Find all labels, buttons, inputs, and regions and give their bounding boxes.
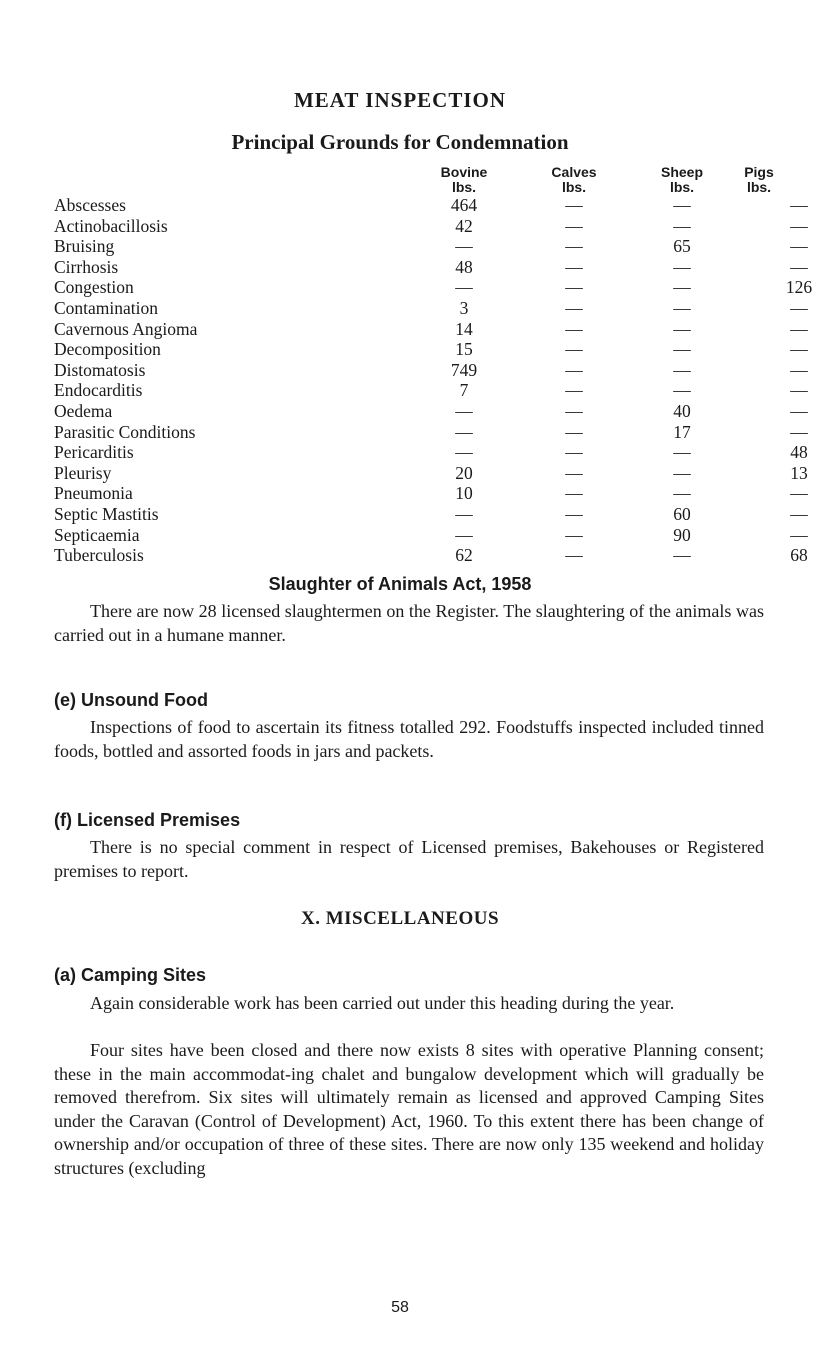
column-unit: lbs. xyxy=(451,179,477,195)
page-number: 58 xyxy=(391,1299,409,1316)
table-row xyxy=(54,380,808,401)
cell-bovine: — xyxy=(455,421,473,442)
cell-calves: — xyxy=(565,524,583,545)
camping-sites-heading: (a) Camping Sites xyxy=(54,965,207,985)
row-label: Congestion xyxy=(54,277,134,298)
cell-pigs: — xyxy=(790,400,808,421)
column-header-calves xyxy=(534,165,614,195)
cell-sheep: 65 xyxy=(673,236,691,257)
cell-pigs: — xyxy=(790,318,808,339)
cell-pigs: — xyxy=(790,483,808,504)
table-row xyxy=(54,318,808,340)
row-label: Oedema xyxy=(54,400,113,421)
cell-calves: — xyxy=(565,195,583,215)
column-unit: lbs. xyxy=(561,179,587,195)
row-label: Endocarditis xyxy=(54,380,143,401)
column-header-sheep xyxy=(642,165,722,195)
cell-pigs: 126 xyxy=(785,277,813,298)
table-row xyxy=(54,421,808,443)
cell-calves: — xyxy=(565,339,583,360)
cell-calves: — xyxy=(565,380,583,401)
row-label: Decomposition xyxy=(54,339,161,360)
row-label: Pneumonia xyxy=(54,483,133,504)
table-row xyxy=(54,483,808,504)
cell-calves: — xyxy=(565,297,583,318)
cell-bovine: — xyxy=(455,236,473,257)
cell-pigs: 13 xyxy=(790,462,808,483)
cell-calves: — xyxy=(565,545,583,566)
slaughter-heading: Slaughter of Animals Act, 1958 xyxy=(268,574,532,594)
row-label: Tuberculosis xyxy=(54,545,144,566)
cell-sheep: — xyxy=(673,339,691,360)
cell-sheep: — xyxy=(673,442,691,463)
row-label: Actinobacillosis xyxy=(54,215,168,236)
row-label: Contamination xyxy=(54,297,159,318)
cell-pigs: — xyxy=(790,256,808,277)
cell-bovine: — xyxy=(455,442,473,463)
camping-para-1: Again considerable work has been carried out under this heading during the year. xyxy=(90,993,675,1013)
cell-bovine: 15 xyxy=(455,339,473,360)
unsound-food-text: Inspections of food to ascertain its fitness totalled 292. Foodstuffs inspected included tinned foods, bottled and assorted foods in jars and packets. xyxy=(54,717,764,761)
cell-bovine: 48 xyxy=(455,256,473,277)
row-label: Septicaemia xyxy=(54,524,140,545)
cell-bovine: 14 xyxy=(455,318,473,339)
cell-pigs: — xyxy=(790,503,808,524)
cell-calves: — xyxy=(565,236,583,257)
licensed-premises-heading: (f) Licensed Premises xyxy=(54,810,241,830)
table-row xyxy=(54,256,808,278)
cell-bovine: 10 xyxy=(455,483,473,504)
column-header-pigs xyxy=(729,165,789,195)
cell-sheep: — xyxy=(673,277,691,298)
cell-sheep: 17 xyxy=(673,421,691,442)
cell-bovine: 7 xyxy=(459,380,469,401)
column-unit: lbs. xyxy=(746,179,772,195)
condemnation-table xyxy=(54,195,813,566)
cell-bovine: 20 xyxy=(455,462,473,483)
row-label: Septic Mastitis xyxy=(54,503,159,524)
cell-calves: — xyxy=(565,462,583,483)
table-row xyxy=(54,195,808,216)
cell-calves: — xyxy=(565,442,583,463)
cell-pigs: 68 xyxy=(790,545,808,566)
table-row xyxy=(54,236,808,257)
column-header-bovine xyxy=(424,165,504,195)
row-label: Pericarditis xyxy=(54,442,134,463)
row-label: Distomatosis xyxy=(54,359,146,380)
cell-sheep: 60 xyxy=(673,503,691,524)
cell-bovine: 42 xyxy=(455,215,473,236)
cell-sheep: — xyxy=(673,359,691,380)
table-row xyxy=(54,442,808,463)
column-unit: lbs. xyxy=(669,179,695,195)
miscellaneous-heading: X. MISCELLANEOUS xyxy=(300,908,500,929)
column-name: Sheep xyxy=(660,164,703,180)
cell-bovine: 62 xyxy=(455,545,473,566)
row-label: Parasitic Conditions xyxy=(54,421,196,442)
cell-pigs: — xyxy=(790,359,808,380)
cell-pigs: — xyxy=(790,380,808,401)
table-row xyxy=(54,359,808,381)
row-label: Cavernous Angioma xyxy=(54,318,198,339)
cell-calves: — xyxy=(565,359,583,380)
table-row xyxy=(54,503,808,525)
cell-sheep: — xyxy=(673,256,691,277)
cell-sheep: 90 xyxy=(673,524,691,545)
page-title: MEAT INSPECTION xyxy=(293,88,506,112)
table-title: Principal Grounds for Condemnation xyxy=(231,130,569,154)
cell-sheep: — xyxy=(673,318,691,339)
cell-sheep: — xyxy=(673,462,691,483)
cell-sheep: — xyxy=(673,297,691,318)
cell-calves: — xyxy=(565,483,583,504)
cell-sheep: 40 xyxy=(673,400,691,421)
cell-sheep: — xyxy=(673,545,691,566)
cell-bovine: 749 xyxy=(450,359,478,380)
row-label: Abscesses xyxy=(54,195,126,215)
cell-sheep: — xyxy=(673,195,691,215)
cell-pigs: — xyxy=(790,524,808,545)
table-row xyxy=(54,545,808,566)
cell-pigs: — xyxy=(790,339,808,360)
table-row xyxy=(54,297,808,319)
cell-pigs: — xyxy=(790,297,808,318)
cell-bovine: — xyxy=(455,503,473,524)
column-name: Pigs xyxy=(744,164,774,180)
column-name: Calves xyxy=(551,164,597,180)
cell-calves: — xyxy=(565,277,583,298)
table-row xyxy=(54,277,813,298)
cell-calves: — xyxy=(565,503,583,524)
cell-bovine: 3 xyxy=(459,297,469,318)
table-row xyxy=(54,524,808,546)
table-row xyxy=(54,339,808,360)
cell-calves: — xyxy=(565,421,583,442)
cell-bovine: — xyxy=(455,524,473,545)
table-row xyxy=(54,400,808,422)
cell-bovine: — xyxy=(455,277,473,298)
row-label: Bruising xyxy=(54,236,115,257)
unsound-food-heading: (e) Unsound Food xyxy=(54,690,208,710)
cell-calves: — xyxy=(565,215,583,236)
cell-calves: — xyxy=(565,318,583,339)
cell-pigs: — xyxy=(790,195,808,215)
cell-calves: — xyxy=(565,400,583,421)
column-name: Bovine xyxy=(440,164,488,180)
cell-sheep: — xyxy=(673,380,691,401)
cell-pigs: — xyxy=(790,215,808,236)
row-label: Cirrhosis xyxy=(54,256,119,277)
cell-sheep: — xyxy=(673,483,691,504)
slaughter-text: There are now 28 licensed slaughtermen on the Register. The slaughtering of the animals was carried out in a humane manner. xyxy=(54,601,764,645)
cell-pigs: — xyxy=(790,421,808,442)
cell-calves: — xyxy=(565,256,583,277)
licensed-premises-text: There is no special comment in respect of Licensed premises, Bakehouses or Registered premises to report. xyxy=(54,837,764,881)
cell-bovine: 464 xyxy=(450,195,478,215)
camping-para-2: Four sites have been closed and there now exists 8 sites with operative Planning consent; these in the main accommodat-ing chalet and bungalow development which will gradually be removed therefrom. Six sites will ultimately remain as licensed and approved Camping Sites under the Caravan (Control of Development) Act, 1960. To this extent there has been change of ownership and/or occupation of three of these sites. There are now only 135 weekend and holiday structures (excluding xyxy=(54,1040,764,1178)
cell-pigs: 48 xyxy=(790,442,808,463)
cell-pigs: — xyxy=(790,236,808,257)
table-row xyxy=(54,215,808,237)
cell-bovine: — xyxy=(455,400,473,421)
cell-sheep: — xyxy=(673,215,691,236)
row-label: Pleurisy xyxy=(54,462,112,483)
table-row xyxy=(54,462,808,484)
